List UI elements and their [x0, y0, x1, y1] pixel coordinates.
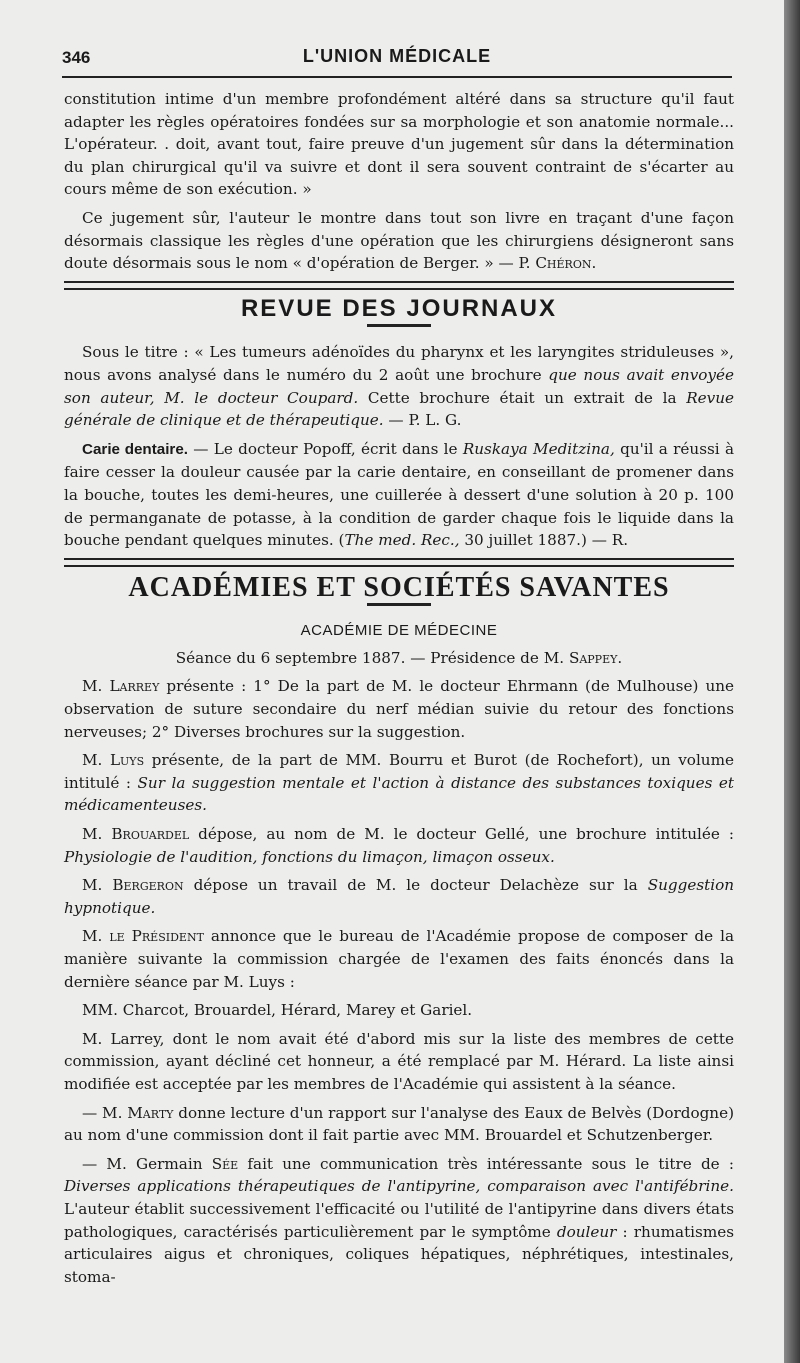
page-body — [64, 88, 734, 1294]
intro-paragraph-1: constitution intime d'un membre profondément altéré dans sa structure qu'il faut adapter les règles opératoires fondées sur sa morphologie et son anatomie normale... L'opérateur. . doit, avant tout, faire preuve d'un jugement sûr dans la détermination du plan chirurgical qu'il va suivre et dont il sera souvent contraint de s'écarter au cours même de son exécution. » — [64, 90, 734, 199]
article-heading: Carie dentaire. — [82, 440, 188, 458]
president-paragraph: M. le Président annonce que le bureau de l'Académie propose de composer de la manière suivante la commission chargée de l'examen des faits énoncés dans la dernière séance par M. Luys : — [64, 927, 734, 991]
section-title-academies: ACADÉMIES ET SOCIÉTÉS SAVANTES — [128, 571, 670, 603]
larrey-note-paragraph: M. Larrey, dont le nom avait été d'abord mis sur la liste des membres de cette commission, ayant décliné cet honneur, a été remplacé par M. Hérard. La liste ainsi modifiée est acceptée par les membres de l'Académie qui assistent à la séance. — [64, 1029, 734, 1093]
luys-paragraph: M. Luys présente, de la part de MM. Bourru et Burot (de Rochefort), un volume intitulé : Sur la suggestion mentale et l'action à distance des substances toxiques et médicamenteuses. — [64, 751, 734, 815]
brouardel-paragraph: M. Brouardel dépose, au nom de M. le docteur Gellé, une brochure intitulée : Physiologie de l'audition, fonctions du limaçon, limaçon osseux. — [64, 825, 734, 866]
marty-paragraph: — M. Marty donne lecture d'un rapport sur l'analyse des Eaux de Belvès (Dordogne) au nom d'une commission dont il fait partie avec MM. Brouardel et Schutzenberger. — [64, 1103, 735, 1145]
header-rule — [62, 76, 732, 78]
revue-paragraph-2: Carie dentaire. — Le docteur Popoff, écrit dans le Ruskaya Meditzina, qu'il a réussi à faire cesser la douleur causée par la carie dentaire, en conseillant de promener dans la bouche, toutes les demi-heures, une cuillerée à dessert d'une solution à 20 p. 100 de permanganate de potasse, à la condition de garder chaque fois le liquide dans la bouche pendant quelques minutes. (The med. Rec., 30 juillet 1887.) — R. — [64, 439, 734, 550]
section-divider — [64, 281, 734, 290]
intro-paragraph-2: Ce jugement sûr, l'auteur le montre dans tout son livre en traçant d'une façon désormais classique les règles d'une opération que les chirurgiens désigneront sans doute désormais sous le nom « d'opération de Berger. » — P. Chéron. — [64, 208, 734, 273]
title-underline — [367, 603, 431, 606]
book-spine-shadow — [784, 0, 800, 1363]
author-signature: Chéron. — [535, 254, 597, 273]
larrey-paragraph: M. Larrey présente : 1° De la part de M. le docteur Ehrmann (de Mulhouse) une observation de suture secondaire du nerf médian suivie du retour des fonctions nerveuses; 2° Diverses brochures sur la suggestion. — [64, 677, 734, 741]
see-paragraph: — M. Germain Sée fait une communication très intéressante sous le titre de : Diverses applications thérapeutiques de l'antipyrine, comparaison avec l'antifébrine. L'auteur établit successivement l'efficacité ou l'utilité de l'antipyrine dans divers états pathologiques, caractérisés particulièrement par le symptôme douleur : rhumatismes articulaires aigus et chroniques, coliques hépatiques, néphrétiques, intestinales, stoma- — [64, 1154, 735, 1286]
page-number: 346 — [62, 48, 91, 67]
bergeron-paragraph: M. Bergeron dépose un travail de M. le docteur Delachèze sur la Suggestion hypnotique. — [64, 876, 735, 917]
subheading-academie: ACADÉMIE DE MÉDECINE — [300, 622, 498, 640]
commission-members: MM. Charcot, Brouardel, Hérard, Marey et Gariel. — [82, 1001, 473, 1020]
revue-paragraph-1: Sous le titre : « Les tumeurs adénoïdes du pharynx et les laryngites striduleuses », nous avons analysé dans le numéro du 2 août une brochure que nous avait envoyée son auteur, M. le docteur Coupard. Cette brochure était un extrait de la Revue générale de clinique et de thérapeutique. — P. L. G. — [64, 343, 735, 430]
page-header — [62, 44, 732, 74]
section-divider — [64, 558, 734, 567]
section-title-revue: REVUE DES JOURNAUX — [240, 294, 558, 322]
seance-line: Séance du 6 septembre 1887. — Présidence de M. Sappey. — [175, 648, 623, 667]
title-underline — [367, 324, 431, 327]
journal-title: L'UNION MÉDICALE — [302, 46, 492, 66]
